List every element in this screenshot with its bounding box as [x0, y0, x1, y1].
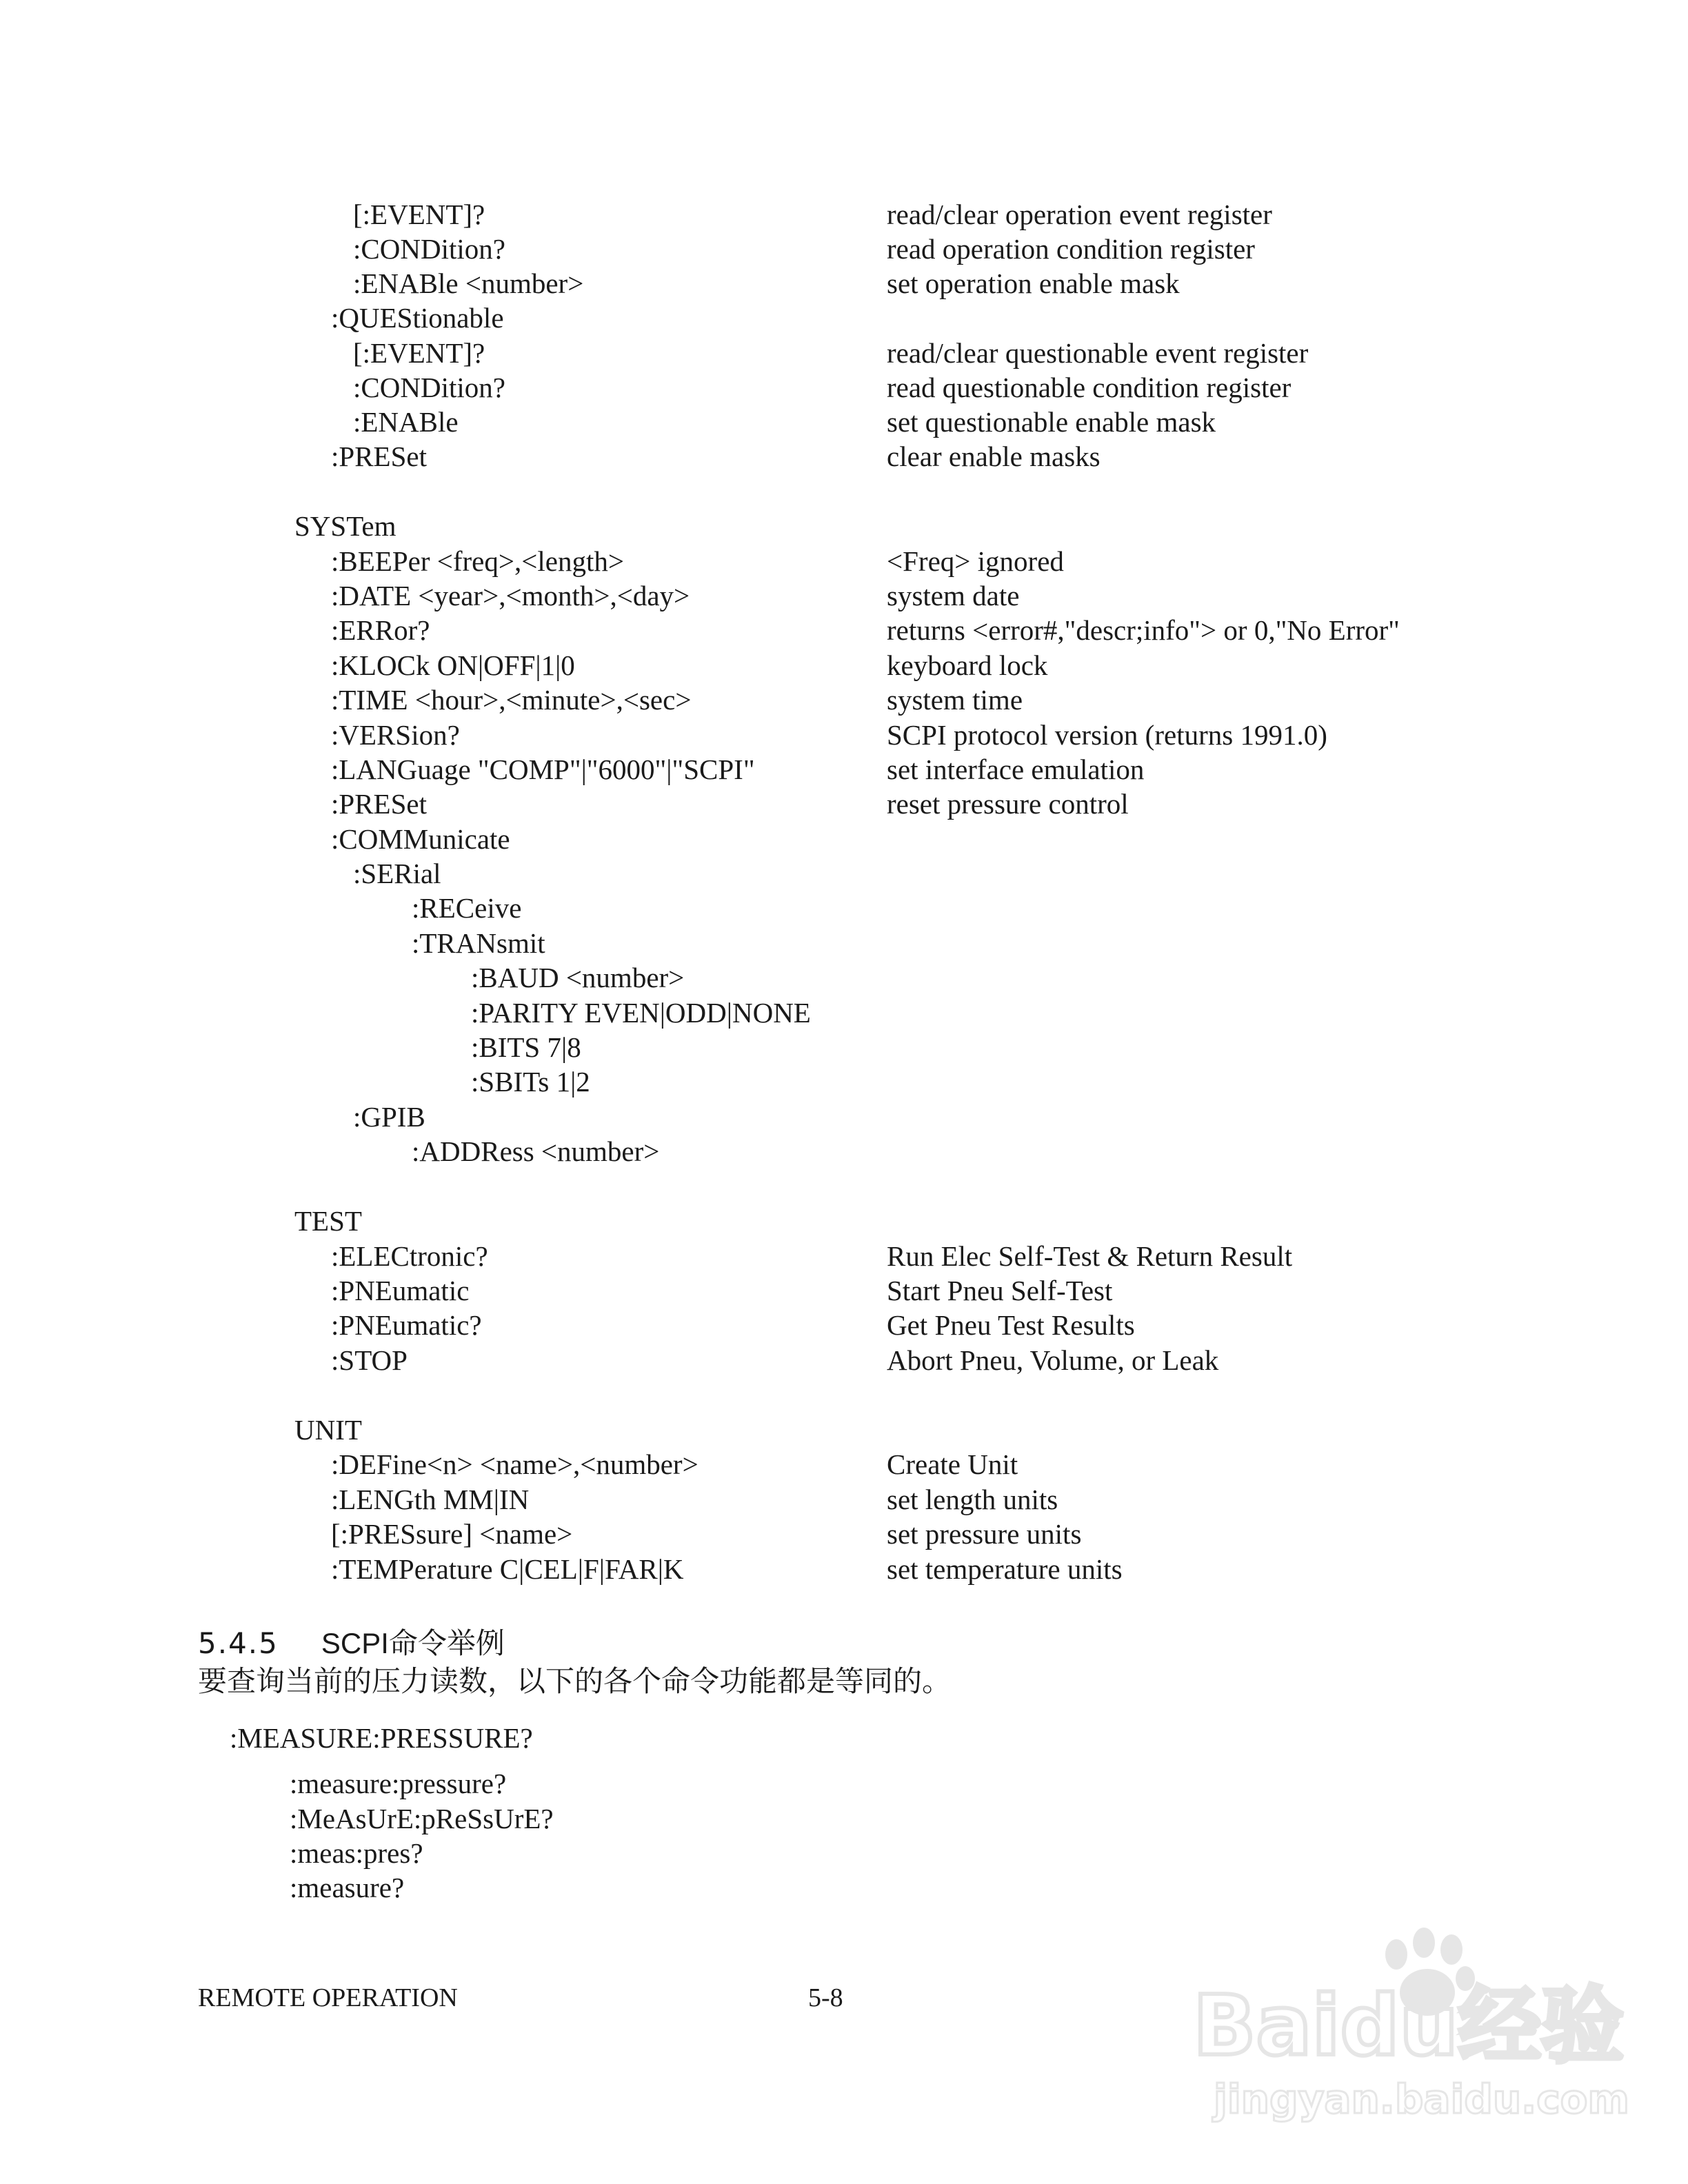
example-variant-command: :MeAsUrE:pReSsUrE?: [290, 1803, 554, 1834]
command-description: set operation enable mask: [887, 267, 1180, 299]
command: :CONDition?: [353, 233, 505, 265]
baidu-watermark-logo: [1186, 1917, 1629, 2123]
command: :BEEPer <freq>,<length>: [331, 545, 624, 577]
example-variant-command: :measure?: [290, 1872, 405, 1903]
command: :ENABle: [353, 406, 459, 438]
command-description: reset pressure control: [887, 788, 1129, 820]
command-description: SCPI protocol version (returns 1991.0): [887, 719, 1327, 751]
command: :BAUD <number>: [471, 962, 685, 993]
command: :DEFine<n> <name>,<number>: [331, 1448, 699, 1480]
example-variant-command: :measure:pressure?: [290, 1768, 507, 1799]
command: :ADDRess <number>: [412, 1135, 660, 1167]
command: :PRESet: [331, 788, 427, 820]
command: :ENABle <number>: [353, 267, 584, 299]
watermark-brand: Baidu经验: [1193, 1979, 1624, 2074]
command: :TEMPerature C|CEL|F|FAR|K: [331, 1553, 684, 1585]
footer-chapter-title: REMOTE OPERATION: [198, 1983, 458, 2012]
command: :PRESet: [331, 441, 427, 472]
command: :KLOCk ON|OFF|1|0: [331, 649, 575, 681]
footer-page-number: 5-8: [808, 1983, 843, 2012]
command-description: Run Elec Self-Test & Return Result: [887, 1240, 1293, 1272]
command: [:EVENT]?: [353, 199, 485, 230]
command: :TIME <hour>,<minute>,<sec>: [331, 684, 692, 716]
example-primary-command: :MEASURE:PRESSURE?: [230, 1722, 533, 1754]
command: :PARITY EVEN|ODD|NONE: [471, 997, 811, 1029]
command: :PNEumatic: [331, 1275, 470, 1306]
command: :RECeive: [412, 892, 522, 924]
command-description: read questionable condition register: [887, 372, 1292, 403]
section-number: 5.4.5: [198, 1626, 279, 1660]
command-description: Create Unit: [887, 1448, 1018, 1480]
command-description: set length units: [887, 1484, 1058, 1515]
command: :GPIB: [353, 1101, 425, 1133]
section-label: SYSTem: [294, 510, 396, 542]
command-description: Abort Pneu, Volume, or Leak: [887, 1344, 1219, 1376]
command: [:EVENT]?: [353, 337, 485, 369]
command: :PNEumatic?: [331, 1309, 482, 1341]
example-variant-command: :meas:pres?: [290, 1837, 423, 1869]
command-description: set temperature units: [887, 1553, 1123, 1585]
section-label: UNIT: [294, 1414, 362, 1446]
watermark-url: jingyan.baidu.com: [1214, 2076, 1629, 2123]
command-description: system time: [887, 684, 1023, 716]
command: :LANGuage "COMP"|"6000"|"SCPI": [331, 754, 755, 785]
command: :TRANsmit: [412, 927, 545, 959]
command-description: <Freq> ignored: [887, 545, 1064, 577]
command: :COMMunicate: [331, 823, 510, 855]
command-description: Start Pneu Self-Test: [887, 1275, 1113, 1306]
section-title: SCPI命令举例: [321, 1627, 505, 1659]
command: :BITS 7|8: [471, 1031, 581, 1063]
command-description: returns <error#,"descr;info"> or 0,"No Error": [887, 614, 1400, 646]
command: :ERRor?: [331, 614, 430, 646]
command: :ELECtronic?: [331, 1240, 488, 1272]
command-description: system date: [887, 580, 1020, 611]
command-description: set questionable enable mask: [887, 406, 1216, 438]
command-description: clear enable masks: [887, 441, 1101, 472]
command-description: read operation condition register: [887, 233, 1255, 265]
command: :SERial: [353, 858, 441, 889]
command-description: read/clear questionable event register: [887, 337, 1309, 369]
command-description: keyboard lock: [887, 649, 1048, 681]
command: :CONDition?: [353, 372, 505, 403]
command-description: read/clear operation event register: [887, 199, 1272, 230]
command-description: set interface emulation: [887, 754, 1145, 785]
command: :DATE <year>,<month>,<day>: [331, 580, 690, 611]
command: :QUEStionable: [331, 302, 504, 334]
command: :STOP: [331, 1344, 408, 1376]
section-label: TEST: [294, 1205, 362, 1237]
command: :SBITs 1|2: [471, 1066, 590, 1098]
section-heading: [198, 1624, 505, 1664]
section-intro: 要查询当前的压力读数，以下的各个命令功能都是等同的。: [198, 1664, 952, 1698]
command: :VERSion?: [331, 719, 460, 751]
command: :LENGth MM|IN: [331, 1484, 530, 1515]
command-description: set pressure units: [887, 1518, 1082, 1550]
command: [:PRESsure] <name>: [331, 1518, 573, 1550]
command-description: Get Pneu Test Results: [887, 1309, 1135, 1341]
